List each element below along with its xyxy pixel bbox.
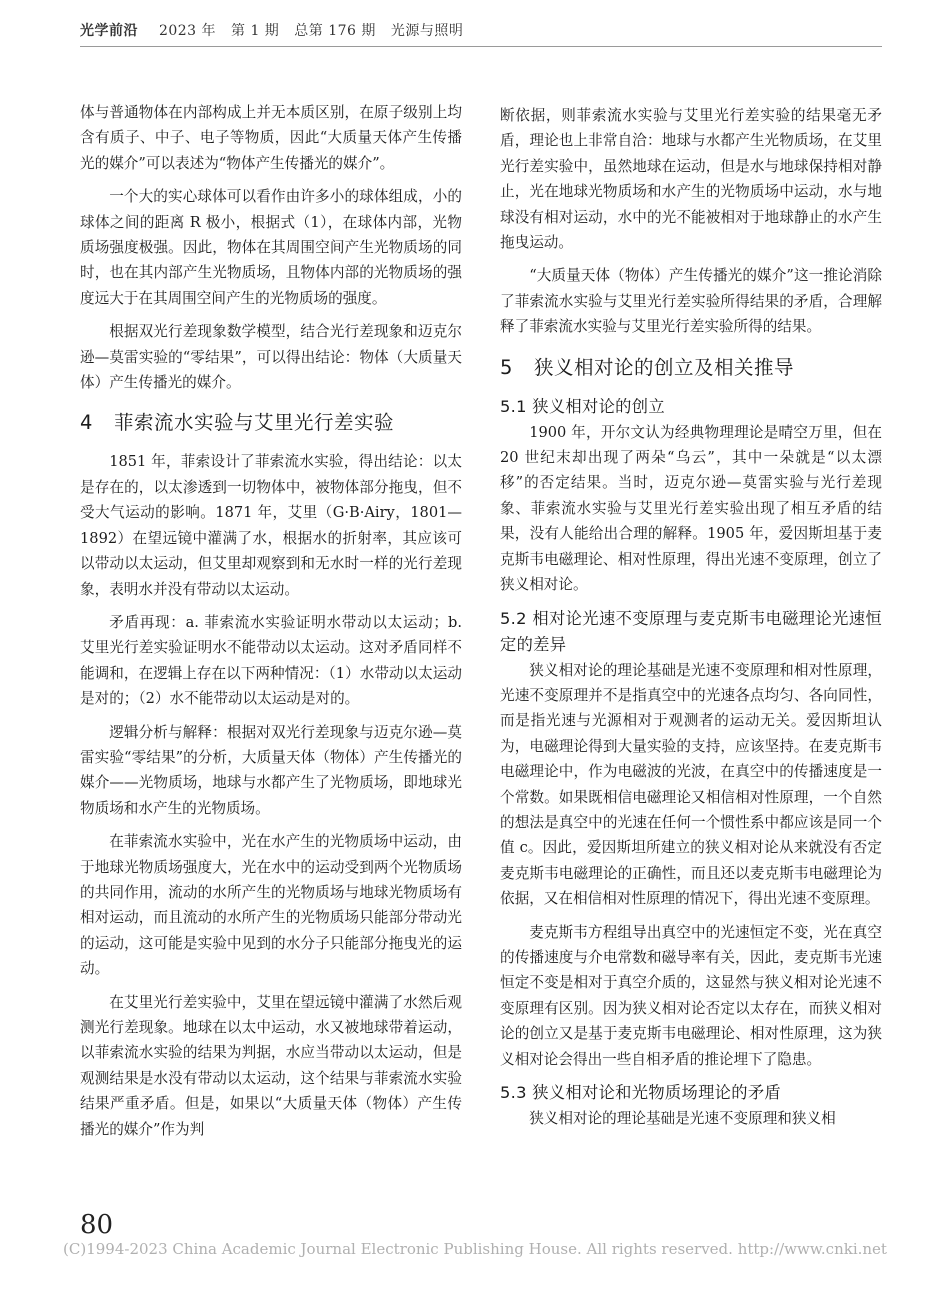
subsection-heading-5-1: 5.1 狭义相对论的创立 <box>500 396 665 416</box>
paragraph: 断依据，则菲索流水实验与艾里光行差实验的结果毫无矛盾，理论也上非常自洽：地球与水都产生光物质场，在艾里光行差实验中，虽然地球在运动，但是水与地球保持相对静止，光在地球光物质场和水产生的光物质场中运动，水与地球没有相对运动，水中的光不能被相对于地球静止的水产生拖曳运动。 <box>500 107 882 252</box>
paragraph: 在菲索流水实验中，光在水产生的光物质场中运动，由于地球光物质场强度大，光在水中的运动受到两个光物质场的共同作用，流动的水所产生的光物质场与地球光物质场有相对运动，而且流动的水所产生的光物质场只能部分带动光的运动，这可能是实验中见到的水分子只能部分拖曳光的运动。 <box>80 833 462 978</box>
section-title: 狭义相对论的创立及相关推导 <box>534 355 795 379</box>
paragraph: 矛盾再现：a. 菲索流水实验证明水带动以太运动；b. 艾里光行差实验证明水不能带动以太运动。这对矛盾同样不能调和，在逻辑上存在以下两种情况：（1）水带动以太运动是对的；（2）水不能带动以太运动是对的。 <box>80 613 462 708</box>
paragraph: 逻辑分析与解释：根据对双光行差现象与迈克尔逊—莫雷实验“零结果”的分析，大质量天体（物体）产生传播光的媒介——光物质场，地球与水都产生了光物质场，即地球光物质场和水产生的光物质场。 <box>80 723 462 817</box>
paragraph: 狭义相对论的理论基础是光速不变原理和相对性原理，光速不变原理并不是指真空中的光速各点均匀、各向同性，而是指光速与光源相对于观测者的运动无关。爱因斯坦认为，电磁理论得到大量实验的支持，应该坚持。在麦克斯韦电磁理论中，作为电磁波的光波，在真空中的传播速度是一个常数。如果既相信电磁理论又相信相对性原理，一个自然的想法是真空中的光速在任何一个惯性系中都应该是同一个值 c。因此，爱因斯坦所建立的狭义相对论从来就没有否定麦克斯韦电磁理论的正确性，而且还以麦克斯韦电磁理论为依据，又在相信相对性原理的情况下，得出光速不变原理。 <box>500 661 882 908</box>
paragraph: 根据双光行差现象数学模型，结合光行差现象和迈克尔逊—莫雷实验的“零结果”，可以得出结论：物体（大质量天体）产生传播光的媒介。 <box>80 323 462 392</box>
paragraph: 狭义相对论的理论基础是光速不变原理和狭义相 <box>529 1110 836 1127</box>
left-column <box>80 100 462 1150</box>
section-number: 4 <box>80 411 93 435</box>
paragraph: 在艾里光行差实验中，艾里在望远镜中灌满了水然后观测光行差现象。地球在以太中运动，水又被地球带着运动，以菲索流水实验的结果为判据，水应当带动以太运动，但是观测结果是水没有带动以太运动，这个结果与菲索流水实验结果严重矛盾。但是，如果以“大质量天体（物体）产生传播光的媒介”作为判 <box>80 993 462 1138</box>
right-column <box>500 103 882 1139</box>
subsection-heading-5-3: 5.3 狭义相对论和光物质场理论的矛盾 <box>500 1083 781 1102</box>
header-column: 光源与照明 <box>390 23 464 39</box>
section-heading-4 <box>80 409 462 437</box>
paragraph: 一个大的实心球体可以看作由许多小的球体组成，小的球体之间的距离 R 极小，根据式（1），在球体内部，光物质场强度极强。因此，物体在其周围空间产生光物质场的同时，也在其内部产生光物质场，且物体内部的光物质场的强度远大于在其周围空间产生的光物质场的强度。 <box>80 188 462 307</box>
paragraph: 麦克斯韦方程组导出真空中的光速恒定不变，光在真空的传播速度与介电常数和磁导率有关，因此，麦克斯韦光速恒定不变是相对于真空介质的，这显然与狭义相对论光速不变原理有区别。因为狭义相对论否定以太存在，而狭义相对论的创立又是基于麦克斯韦电磁理论、相对性原理，这为狭义相对论会得出一些自相矛盾的推论埋下了隐患。 <box>500 923 882 1068</box>
section-number: 5 <box>500 355 513 379</box>
header-year: 2023 年 <box>158 23 217 39</box>
journal-name: 光学前沿 <box>80 23 138 39</box>
copyright-notice: (C)1994-2023 China Academic Journal Electronic Publishing House. All rights reserved. http://www.cnki.net <box>63 1240 887 1258</box>
section-heading-5 <box>500 354 882 382</box>
header-total-issue: 总第 176 期 <box>294 23 376 39</box>
section-title: 菲索流水实验与艾里光行差实验 <box>114 411 395 435</box>
header-issue: 第 1 期 <box>231 23 280 39</box>
paragraph: 1851 年，菲索设计了菲索流水实验，得出结论：以太是存在的，以太渗透到一切物体中，被物体部分拖曳，但不受大气运动的影响。1871 年，艾里（G·B·Airy，1801—1892）在望远镜中灌满了水，根据水的折射率，其应该可以带动以太运动，但艾里却观察到和无水时一样的光行差现象，表明水并没有带动以太运动。 <box>80 453 462 598</box>
page-number: 80 <box>80 1210 114 1240</box>
header-divider <box>80 46 882 47</box>
paragraph: “大质量天体（物体）产生传播光的媒介”这一推论消除了菲索流水实验与艾里光行差实验所得结果的矛盾，合理解释了菲索流水实验与艾里光行差实验所得的结果。 <box>500 267 882 336</box>
running-header <box>80 20 880 40</box>
paragraph: 1900 年，开尔文认为经典物理理论是晴空万里，但在 20 世纪末却出现了两朵“乌云”，其中一朵就是“以太漂移”的否定结果。当时，迈克尔逊—莫雷实验与光行差现象、菲索流水实验与艾里光行差实验出现了相互矛盾的结果，没有人能给出合理的解释。1905 年，爱因斯坦基于麦克斯韦电磁理论、相对性原理，得出光速不变原理，创立了狭义相对论。 <box>500 423 882 594</box>
paragraph: 体与普通物体在内部构成上并无本质区别，在原子级别上均含有质子、中子、电子等物质，因此“大质量天体产生传播光的媒介”可以表述为“物体产生传播光的媒介”。 <box>80 104 462 172</box>
subsection-heading-5-2: 5.2 相对论光速不变原理与麦克斯韦电磁理论光速恒定的差异 <box>500 608 882 654</box>
